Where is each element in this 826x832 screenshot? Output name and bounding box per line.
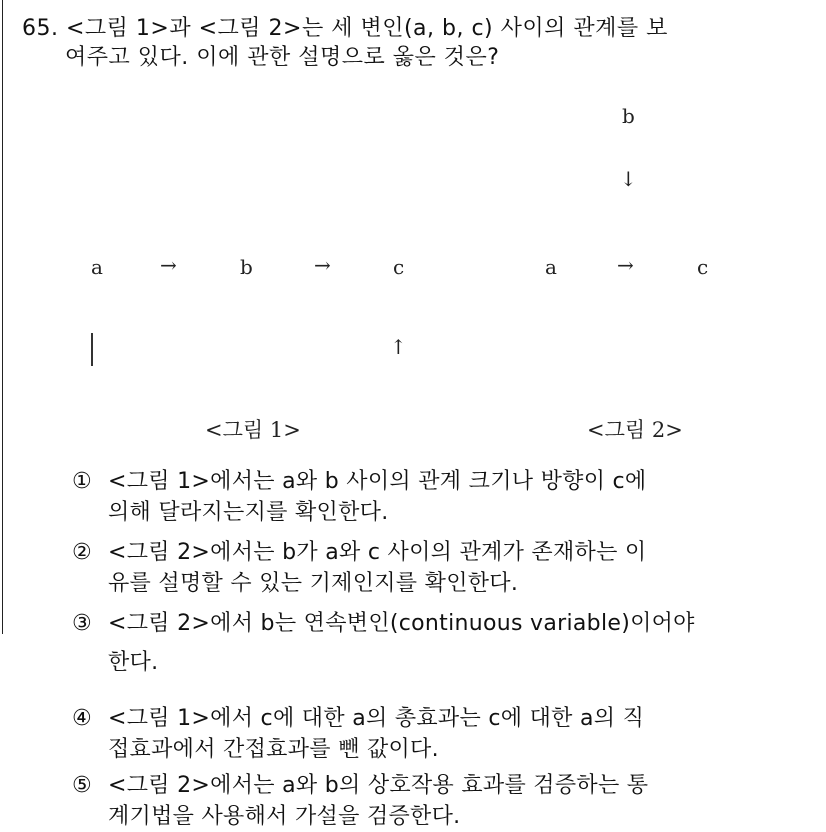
option-3[interactable] (72, 608, 772, 678)
option-4-text-line1: <그림 1>에서 c에 대한 a의 총효과는 c에 대한 a의 직 (108, 706, 645, 731)
option-2-text-line1: <그림 2>에서는 b가 a와 c 사이의 관계가 존재하는 이 (108, 540, 647, 565)
question-line-2: 여주고 있다. 이에 관한 설명으로 옳은 것은? (65, 45, 500, 70)
fig2-caption: <그림 2> (587, 418, 683, 442)
option-2-number: ② (72, 540, 93, 565)
fig2-var-a: a (545, 255, 557, 279)
fig1-arrow-up: ↑ (390, 335, 407, 359)
option-4-text-line2: 접효과에서 간접효과를 뺀 값이다. (108, 737, 439, 762)
option-1-number: ① (72, 469, 93, 494)
option-4-number: ④ (72, 706, 93, 731)
option-5-text-line1: <그림 2>에서는 a와 b의 상호작용 효과를 검증하는 통 (108, 773, 649, 798)
option-2[interactable] (72, 537, 772, 599)
fig2-arrow-a-to-c: → (617, 253, 634, 277)
option-4[interactable] (72, 703, 772, 765)
fig1-var-a: a (91, 255, 103, 279)
option-1-text-line2: 의해 달라지는지를 확인한다. (108, 500, 389, 525)
option-2-text-line2: 유를 설명할 수 있는 기제인지를 확인한다. (108, 571, 519, 596)
fig1-arrow-b-to-c: → (314, 253, 331, 277)
option-5-number: ⑤ (72, 773, 93, 798)
fig1-var-c: c (393, 255, 405, 279)
fig2-var-c: c (697, 255, 709, 279)
option-1[interactable] (72, 466, 772, 528)
question-line-1: 65. <그림 1>과 <그림 2>는 세 변인(a, b, c) 사이의 관계를 보 (22, 16, 668, 41)
option-3-text-line2: 한다. (108, 650, 159, 675)
option-3-text-line1: <그림 2>에서 b는 연속변인(continuous variable)이어야 (108, 611, 695, 636)
fig1-var-b: b (240, 255, 253, 279)
fig1-caption: <그림 1> (205, 418, 301, 442)
fig2-arrow-down: ↓ (620, 167, 637, 191)
option-3-number: ③ (72, 611, 93, 636)
left-border-line (2, 0, 3, 634)
question-stem (22, 14, 812, 72)
option-1-text-line1: <그림 1>에서는 a와 b 사이의 관계 크기나 방향이 c에 (108, 469, 647, 494)
fig1-vertical-line (91, 333, 93, 366)
option-5-text-line2: 계기법을 사용해서 가설을 검증한다. (108, 804, 461, 829)
fig2-var-b: b (622, 104, 635, 128)
fig1-arrow-a-to-b: → (160, 253, 177, 277)
option-5[interactable] (72, 770, 772, 832)
